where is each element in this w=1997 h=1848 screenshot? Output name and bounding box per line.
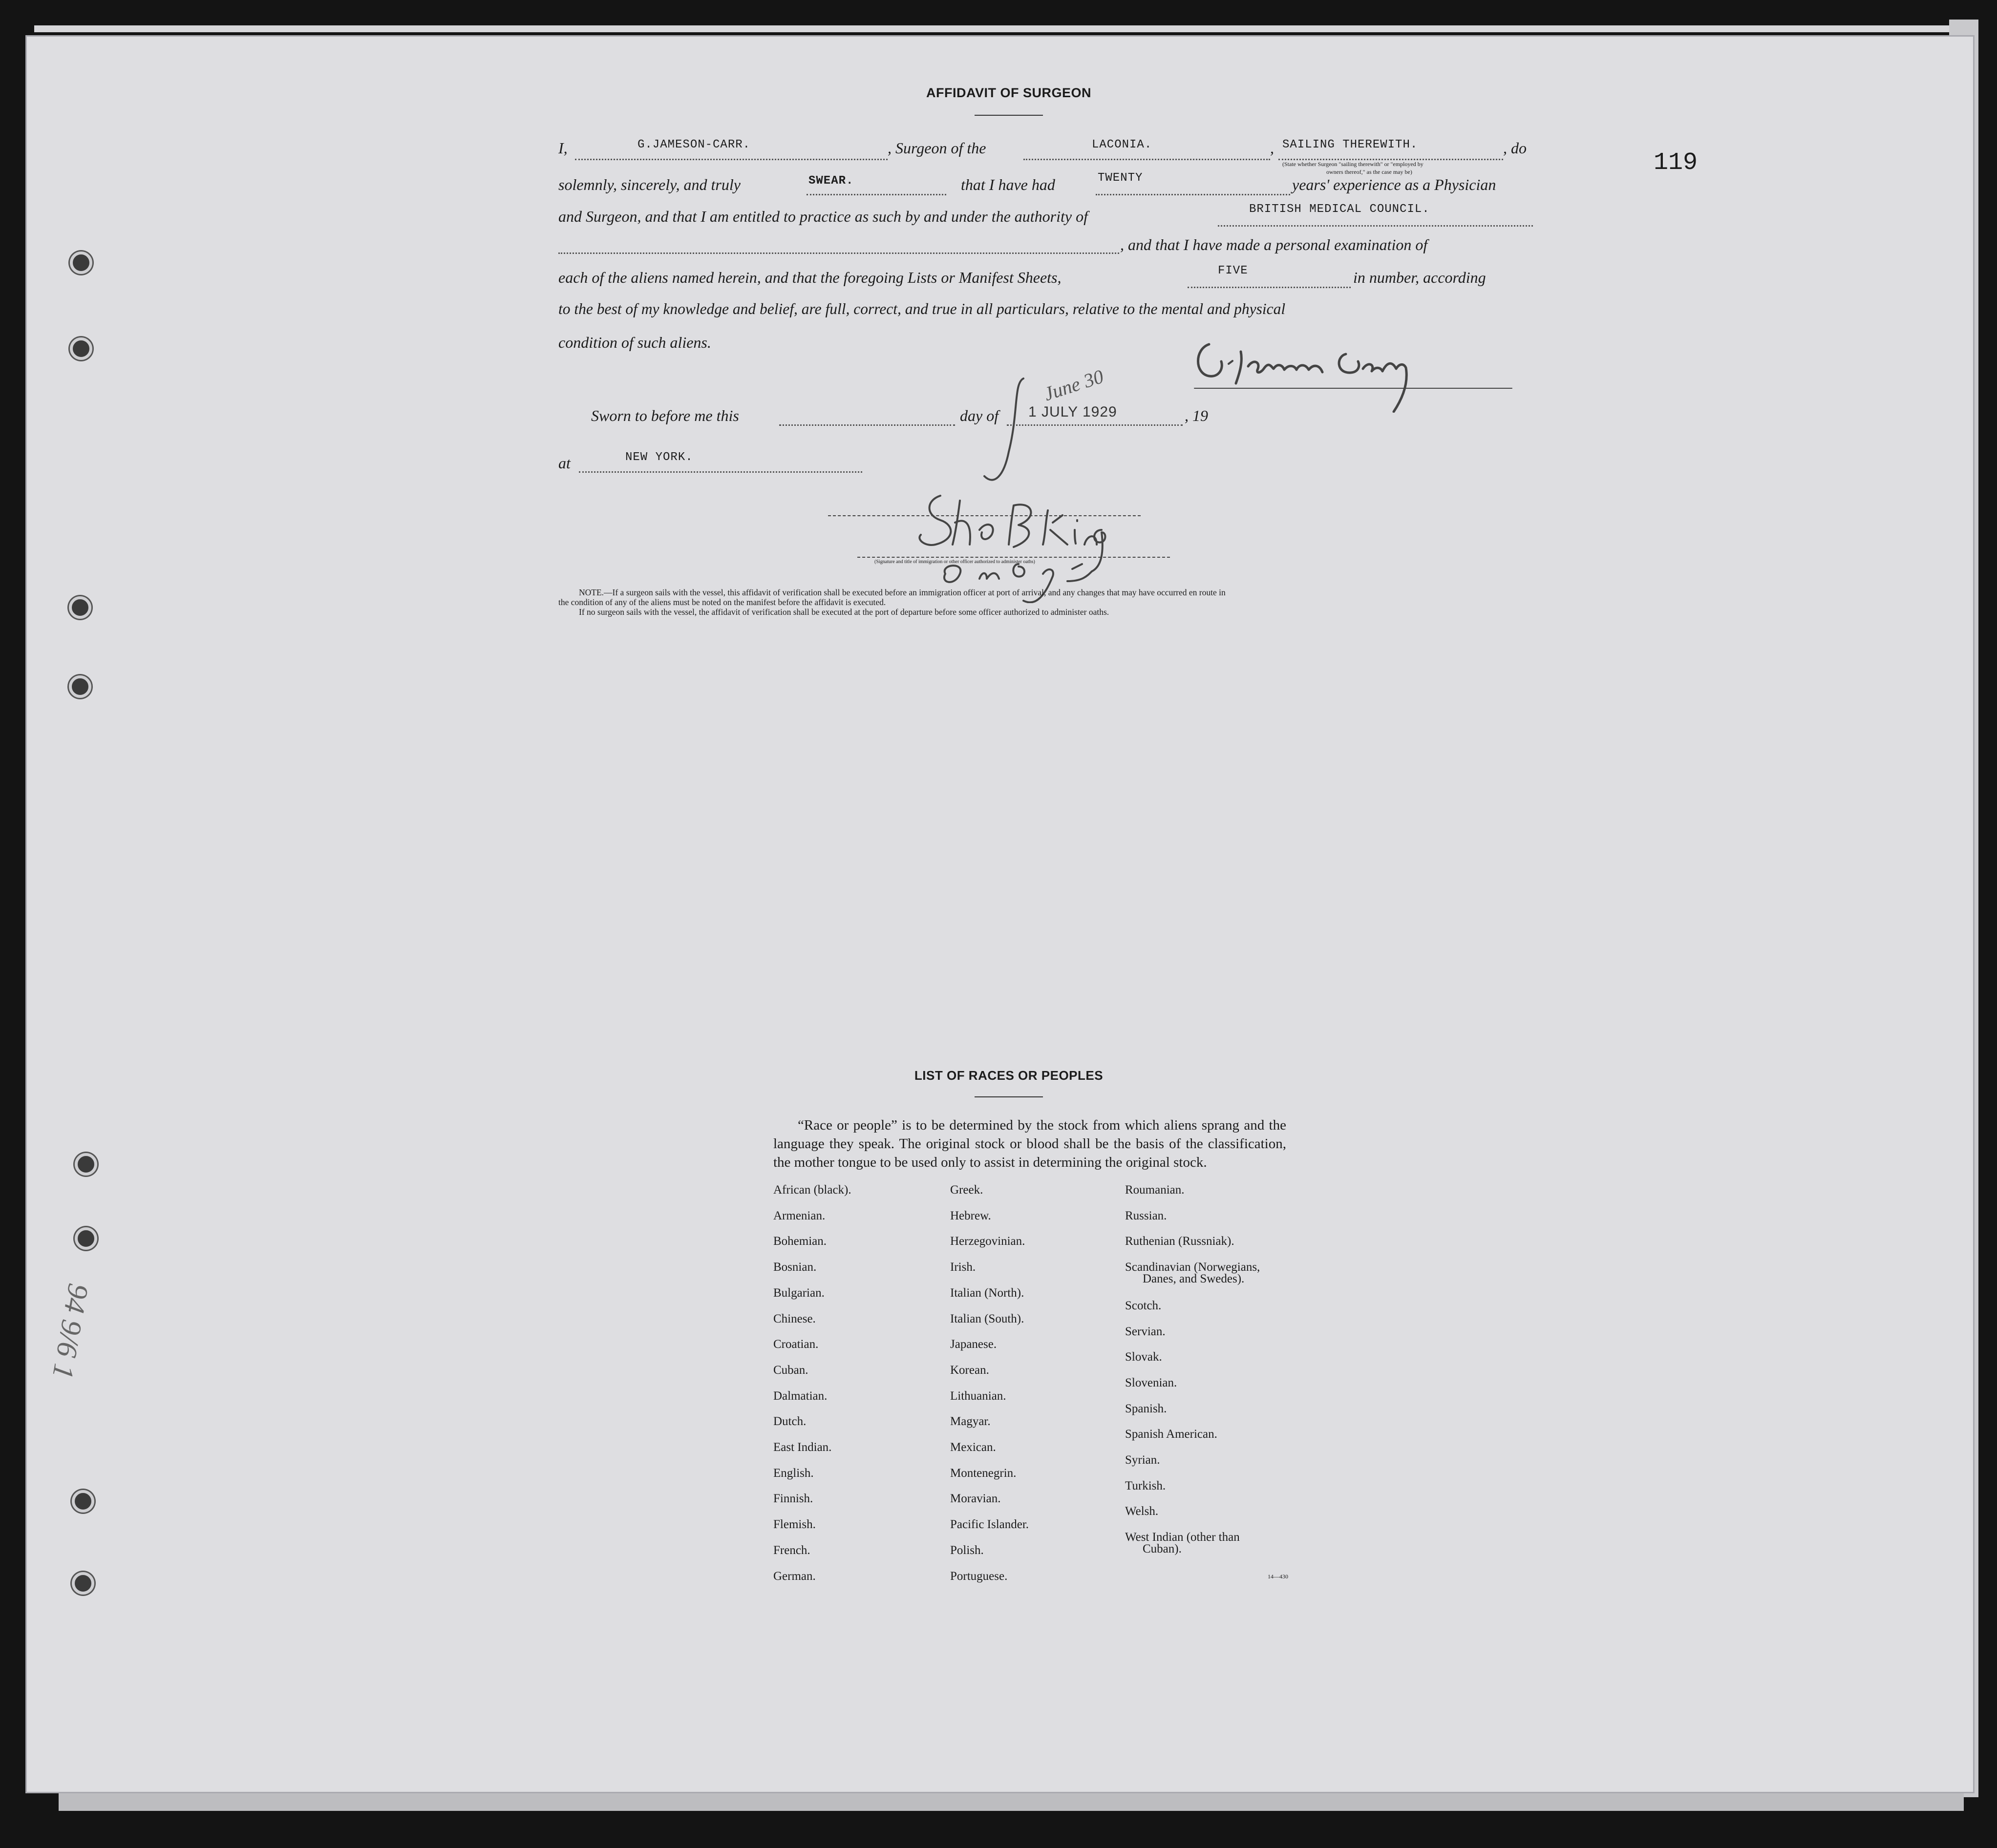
race-item: Bosnian.: [773, 1260, 817, 1274]
page-number: 119: [1654, 149, 1698, 177]
race-item: Herzegovinian.: [950, 1235, 1025, 1248]
race-item: [1125, 1299, 1161, 1313]
race-item: Moravian.: [950, 1492, 1001, 1506]
race-item: Hebrew.: [950, 1209, 991, 1222]
sailing-status: SAILING THEREWITH.: [1282, 138, 1418, 151]
race-item: Flemish.: [773, 1518, 816, 1532]
race-item-line: Cuban).: [1143, 1542, 1182, 1556]
race-item: Italian (North).: [950, 1286, 1024, 1300]
race-item-line: Turkish.: [1125, 1479, 1166, 1492]
race-item: [1125, 1235, 1234, 1248]
race-item: Polish.: [950, 1543, 984, 1557]
margin-handwritten-note: 94 9/6 1: [46, 1281, 95, 1382]
affidavit-line5-in-number: in number, according: [1353, 269, 1486, 286]
race-item: [1125, 1325, 1166, 1339]
page-stack-edge-bottom: [59, 1791, 1964, 1811]
race-item: Mexican.: [950, 1441, 996, 1454]
race-item: African (black).: [773, 1183, 851, 1197]
race-item: Korean.: [950, 1363, 989, 1377]
affidavit-line5: each of the aliens named herein, and that the foregoing Lists or Manifest Sheets,: [558, 269, 1062, 286]
race-item: [1125, 1428, 1217, 1441]
race-item: Dutch.: [773, 1415, 807, 1428]
race-item-line: Russian.: [1125, 1209, 1167, 1222]
race-item: German.: [773, 1569, 816, 1583]
affidavit-title: AFFIDAVIT OF SURGEON: [926, 85, 1091, 100]
field-dots: [579, 471, 862, 473]
field-dots: [1023, 159, 1270, 160]
surgeon-signature: [1190, 315, 1541, 413]
race-item: Armenian.: [773, 1209, 826, 1222]
race-item: [1125, 1376, 1177, 1390]
race-item-line: Slovak.: [1125, 1350, 1162, 1364]
race-item-line: Welsh.: [1125, 1505, 1159, 1518]
race-item: [1125, 1183, 1185, 1197]
binder-hole: [69, 675, 91, 698]
affidavit-line3: and Surgeon, and that I am entitled to practice as such by and under the authority of: [558, 208, 1088, 225]
affidavit-line1-i: I,: [558, 139, 568, 157]
form-code: 14—430: [1268, 1573, 1288, 1580]
race-item-line: Slovenian.: [1125, 1376, 1177, 1389]
binder-hole: [75, 1227, 97, 1250]
handwritten-date: June 30: [1041, 365, 1106, 405]
binder-hole: [69, 596, 91, 619]
race-item: Japanese.: [950, 1338, 997, 1351]
field-dots: [575, 159, 888, 160]
affidavit-line4: , and that I have made a personal examination of: [1120, 236, 1428, 253]
surgeon-name: G.JAMESON-CARR.: [637, 138, 751, 151]
race-item: East Indian.: [773, 1441, 832, 1454]
race-item: Pacific Islander.: [950, 1518, 1029, 1532]
day-of-text: day of: [960, 407, 999, 424]
race-item: Dalmatian.: [773, 1389, 828, 1403]
race-item-line: Scandinavian (Norwegians,: [1125, 1260, 1260, 1274]
field-dots: [1188, 287, 1351, 288]
race-item-line: Ruthenian (Russniak).: [1125, 1235, 1234, 1248]
race-item: [1125, 1402, 1167, 1416]
manifest-page: [25, 35, 1975, 1793]
race-item: French.: [773, 1543, 810, 1557]
race-item: [1125, 1260, 1260, 1286]
affidavit-line2-solemnly: solemnly, sincerely, and truly: [558, 176, 741, 193]
field-dots: [807, 194, 946, 195]
race-item: [1125, 1350, 1162, 1364]
race-item: Finnish.: [773, 1492, 813, 1506]
sheets-count: FIVE: [1218, 264, 1248, 277]
race-item: Portuguese.: [950, 1569, 1008, 1583]
sworn-text: Sworn to before me this: [591, 407, 739, 424]
race-item-line: Scotch.: [1125, 1299, 1162, 1312]
race-item: Magyar.: [950, 1415, 991, 1428]
race-item-line: Spanish.: [1125, 1402, 1167, 1415]
note-line-2: the condition of any of the aliens must be noted on the manifest before the affidavit is executed.: [558, 597, 886, 607]
race-item: [1125, 1479, 1166, 1493]
affidavit-line2-that-had: that I have had: [961, 176, 1055, 193]
field-dots: [1096, 194, 1290, 195]
at-text: at: [558, 454, 571, 472]
race-item: Cuban.: [773, 1363, 808, 1377]
page-stack-edge-top: [34, 25, 1959, 32]
note-line-1: NOTE.—If a surgeon sails with the vessel, this affidavit of verification shall be executed before an immigration officer at port of arrival, and any changes that may have occurred en route in: [579, 588, 1226, 597]
vessel-name: LACONIA.: [1092, 138, 1152, 151]
race-item: Italian (South).: [950, 1312, 1024, 1325]
race-item: Irish.: [950, 1260, 976, 1274]
sailing-note-2: owners thereof," as the case may be): [1326, 168, 1412, 175]
binder-hole: [72, 1490, 94, 1512]
authority: BRITISH MEDICAL COUNCIL.: [1249, 203, 1430, 216]
binder-hole: [70, 337, 92, 360]
year-suffix: , 19: [1185, 407, 1208, 424]
race-item-line: Spanish American.: [1125, 1428, 1217, 1441]
binder-hole: [72, 1572, 94, 1595]
binder-hole: [70, 252, 92, 274]
sailing-note-1: (State whether Surgeon "sailing therewith" or "employed by: [1282, 161, 1423, 168]
title-underline: [975, 115, 1043, 116]
officer-line-2: [857, 557, 1170, 558]
affidavit-line1-surgeon-of: , Surgeon of the: [888, 139, 986, 157]
races-title: LIST OF RACES OR PEOPLES: [914, 1068, 1104, 1083]
race-item-line: Danes, and Swedes).: [1143, 1272, 1245, 1286]
years-experience: TWENTY: [1098, 171, 1143, 185]
race-item: Chinese.: [773, 1312, 816, 1325]
stamp-date: 1 JULY 1929: [1028, 404, 1117, 420]
affidavit-line6: to the best of my knowledge and belief, are full, correct, and true in all particulars, relative to the mental and physical: [558, 300, 1286, 317]
note-line-3: If no surgeon sails with the vessel, the affidavit of verification shall be executed at the port of departure before some officer authorized to administer oaths.: [579, 607, 1109, 617]
officer-signature: [906, 476, 1180, 603]
race-item-line: Servian.: [1125, 1324, 1166, 1338]
race-item: Montenegrin.: [950, 1466, 1017, 1480]
race-item: [1125, 1453, 1160, 1467]
race-item: [1125, 1505, 1158, 1518]
race-item: [1125, 1531, 1240, 1556]
races-title-underline: [975, 1096, 1043, 1097]
field-dots: [779, 424, 955, 426]
race-item: Croatian.: [773, 1338, 819, 1351]
affidavit-line2-experience: years' experience as a Physician: [1292, 176, 1496, 193]
officer-line-1: [828, 515, 1141, 516]
race-item: English.: [773, 1466, 814, 1480]
race-item-line: West Indian (other than: [1125, 1531, 1240, 1544]
oath-type: SWEAR.: [808, 174, 854, 188]
race-item: Bohemian.: [773, 1235, 827, 1248]
field-dots: [558, 252, 1119, 254]
officer-caption: (Signature and title of immigration or other officer authorized to administer oaths): [874, 559, 1035, 565]
race-item: [1125, 1209, 1167, 1223]
affidavit-line1-do: , do: [1503, 139, 1527, 157]
race-item-line: Syrian.: [1125, 1453, 1160, 1467]
race-item-line: Roumanian.: [1125, 1183, 1185, 1197]
races-intro: “Race or people” is to be determined by the stock from which aliens sprang and the language they speak. The original stock or blood shall be the basis of the classification, the mother tongue to be used only to assist in determining the original stock.: [773, 1117, 1286, 1170]
race-item: Greek.: [950, 1183, 983, 1197]
binder-hole: [75, 1153, 97, 1176]
race-item: Bulgarian.: [773, 1286, 825, 1300]
affidavit-line7: condition of such aliens.: [558, 334, 711, 351]
place: NEW YORK.: [625, 451, 693, 464]
comma: ,: [1270, 139, 1274, 157]
race-item: Lithuanian.: [950, 1389, 1006, 1403]
field-dots: [1278, 159, 1503, 160]
field-dots: [1218, 225, 1533, 227]
